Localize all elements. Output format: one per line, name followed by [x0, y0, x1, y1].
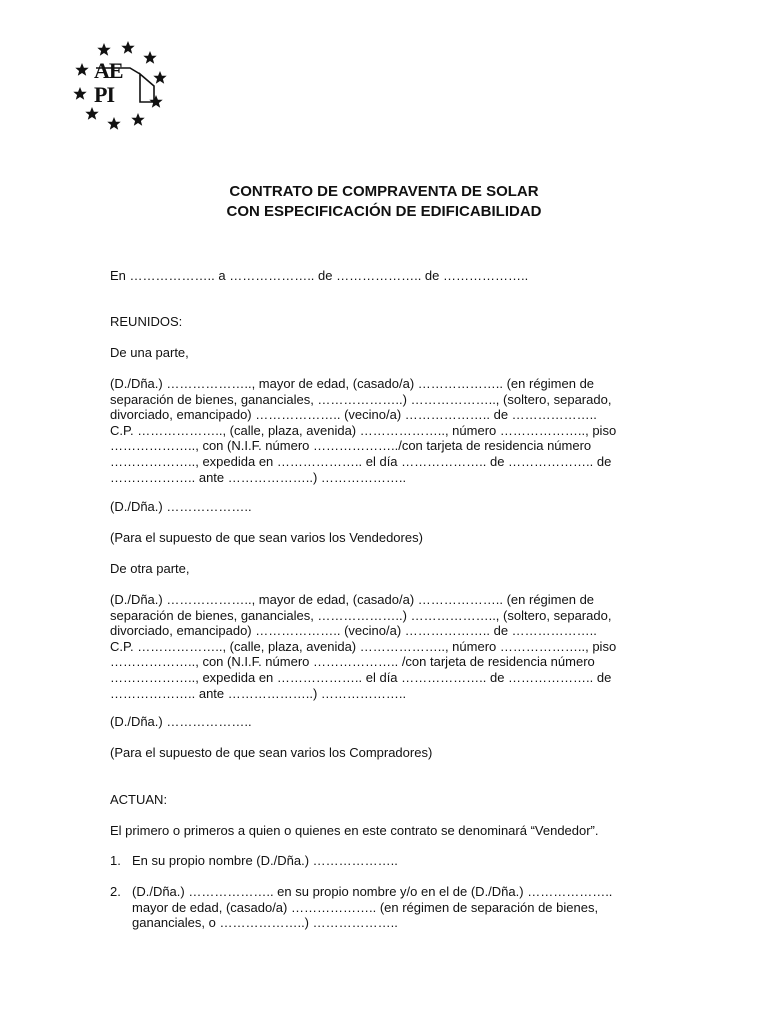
date-line: En ……………….. a ……………….. de ……………….. de ……………….. [110, 268, 529, 283]
vendedor-line: divorciado, emancipado) ……………….. (vecino/a) ……………….. de ……………….. [110, 407, 597, 423]
list-item-1-number: 1. [110, 853, 121, 868]
comprador-line: C.P. ……………….., (calle, plaza, avenida) ……………….., número ……………….., piso [110, 638, 617, 654]
comprador-line: (D./Dña.) ……………….., mayor de edad, (casado/a) ……………….. (en régimen de [110, 592, 595, 607]
list-item-2-line: gananciales, o ………………..) ……………….. [132, 915, 398, 931]
vendedor-block [110, 376, 658, 485]
nota-compradores: (Para el supuesto de que sean varios los Compradores) [110, 745, 433, 760]
list-item-2-line: mayor de edad, (casado/a) ……………….. (en régimen de separación de bienes, [132, 899, 599, 915]
document-title-line1: CONTRATO DE COMPRAVENTA DE SOLAR [229, 183, 539, 200]
de-otra-parte: De otra parte, [110, 561, 190, 576]
comprador-line: ……………….., expedida en ……………….. el día ……………….. de ……………….. de [110, 669, 612, 685]
vendedor-line: C.P. ……………….., (calle, plaza, avenida) ……………….., número ……………….., piso [110, 422, 617, 438]
vendedor-line: ……………….., con (N.I.F. número ………………../con tarjeta de residencia número [110, 438, 592, 454]
list-item-2-number: 2. [110, 884, 121, 899]
section-reunidos: REUNIDOS: [110, 314, 183, 329]
comprador-line: ……………….., con (N.I.F. número ……………….. /con tarjeta de residencia número [110, 654, 595, 670]
dna-line-vendedor: (D./Dña.) ……………….. [110, 499, 252, 514]
comprador-block [110, 592, 658, 701]
de-una-parte: De una parte, [110, 345, 189, 360]
comprador-line: divorciado, emancipado) ……………….. (vecino/a) ……………….. de ……………….. [110, 623, 597, 639]
vendedor-line: ……………….., expedida en ……………….. el día ……………….. de ……………….. de [110, 453, 612, 469]
document-title-line2: CON ESPECIFICACIÓN DE EDIFICABILIDAD [226, 203, 542, 220]
logo-letters [94, 60, 138, 110]
aepi-logo [72, 40, 172, 132]
list-item-2-text [132, 884, 658, 931]
list-item-1-text: En su propio nombre (D./Dña.) ……………….. [132, 853, 398, 868]
vendedor-line: ……………….. ante ………………..) ……………….. [110, 469, 407, 485]
list-item-2-line: (D./Dña.) ……………….. en su propio nombre y/o en el de (D./Dña.) ……………….. [132, 884, 613, 899]
comprador-line: ……………….. ante ………………..) ……………….. [110, 685, 407, 701]
logo-text-pi: PI [94, 82, 114, 107]
comprador-line: separación de bienes, gananciales, ………………..) ……………….., (soltero, separado, [110, 607, 612, 623]
section-actuan: ACTUAN: [110, 792, 168, 807]
vendedor-line: (D./Dña.) ……………….., mayor de edad, (casado/a) ……………….. (en régimen de [110, 376, 595, 391]
dna-line-comprador: (D./Dña.) ……………….. [110, 714, 252, 729]
primero-paragraph: El primero o primeros a quien o quienes en este contrato se denominará “Vendedor”. [110, 823, 599, 838]
nota-vendedores: (Para el supuesto de que sean varios los Vendedores) [110, 530, 423, 545]
logo-text-ae: AE [94, 58, 123, 83]
vendedor-line: separación de bienes, gananciales, ………………..) ……………….., (soltero, separado, [110, 391, 612, 407]
